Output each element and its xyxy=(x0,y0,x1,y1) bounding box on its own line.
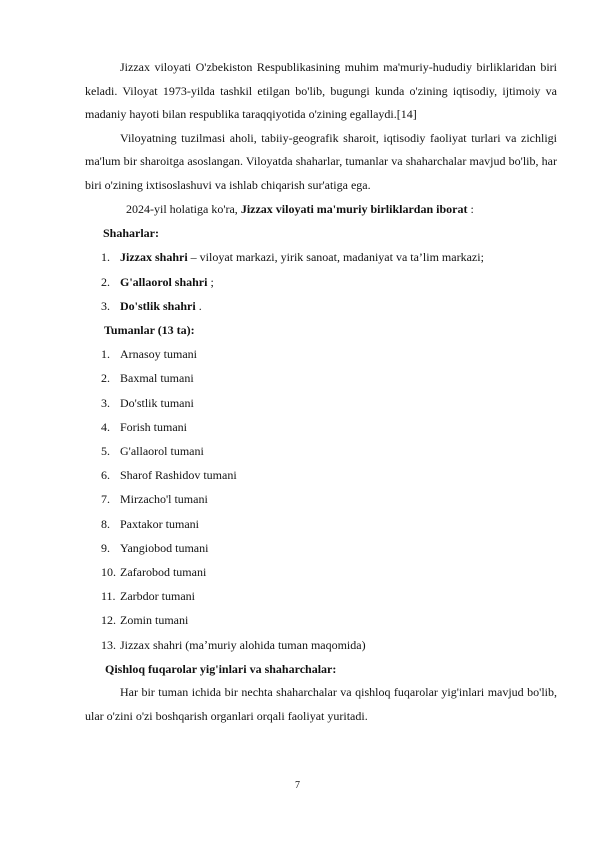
list-item xyxy=(85,415,557,439)
list-item xyxy=(85,342,557,366)
list-number: 11. xyxy=(101,589,116,604)
district-name: Jizzax shahri (maʼmuriy alohida tuman maqomida) xyxy=(120,637,366,652)
list-item xyxy=(85,560,557,584)
district-name: Forish tumani xyxy=(120,419,188,434)
document-page xyxy=(85,56,557,728)
districts-list xyxy=(85,342,557,657)
district-name: G'allaorol tumani xyxy=(120,443,204,458)
list-number: 4. xyxy=(101,419,110,434)
district-name: Mirzacho'l tumani xyxy=(120,492,208,507)
list-item xyxy=(85,270,557,294)
district-name: Do'stlik tumani xyxy=(120,395,194,410)
intro-suffix: : xyxy=(467,201,474,216)
list-item xyxy=(85,439,557,463)
list-item xyxy=(85,536,557,560)
district-name: Zafarobod tumani xyxy=(120,565,207,579)
list-item xyxy=(85,584,557,608)
list-item xyxy=(85,487,557,511)
list-item xyxy=(85,245,557,269)
paragraph-intro: Jizzax viloyati O'zbekiston Respublikasining muhim ma'muriy-hududiy birliklaridan biri keladi. Viloyat 1973-yilda tashkil etilgan bo'lib, bugungi kunda o'zining iqtisodiy, ijtimoiy va madaniy hayoti bilan respublika taraqqiyotida o'zining egallaydi.[14] xyxy=(85,60,557,122)
district-name: Sharof Rashidov tumani xyxy=(120,468,237,483)
intro-bold: Jizzax viloyati ma'muriy birliklardan iborat xyxy=(240,201,468,216)
list-number: 7. xyxy=(101,492,110,507)
city-name: Do'stlik shahri xyxy=(120,298,196,313)
city-note: . xyxy=(195,298,202,313)
paragraph-villages: Har bir tuman ichida bir nechta shaharchalar va qishloq fuqarolar yig'inlari mavjud bo'lib, ular o'zini o'zi boshqarish organlari orqali faoliyat yuritadi. xyxy=(85,685,557,723)
list-number: 6. xyxy=(101,468,110,483)
list-number: 3. xyxy=(101,298,110,313)
city-name: G'allaorol shahri xyxy=(120,274,208,289)
paragraph-units-intro xyxy=(85,198,557,222)
list-number: 2. xyxy=(101,371,110,386)
villages-heading: Qishloq fuqarolar yig'inlari va shaharchalar: xyxy=(105,661,337,676)
list-number: 2. xyxy=(101,274,110,289)
list-number: 9. xyxy=(101,540,110,555)
list-number: 10. xyxy=(101,565,116,579)
district-name: Yangiobod tumani xyxy=(120,540,209,555)
list-number: 3. xyxy=(101,395,110,410)
city-note: – viloyat markazi, yirik sanoat, madaniyat va ta’lim markazi; xyxy=(187,250,484,265)
list-item xyxy=(85,294,557,318)
list-number: 5. xyxy=(101,443,110,458)
list-item xyxy=(85,366,557,390)
district-name: Zomin tumani xyxy=(120,613,189,628)
list-item xyxy=(85,512,557,536)
list-number: 12. xyxy=(101,613,116,628)
page-number: 7 xyxy=(295,780,300,791)
cities-heading: Shaharlar: xyxy=(103,226,160,241)
list-number: 13. xyxy=(101,637,116,652)
district-name: Baxmal tumani xyxy=(120,371,194,386)
district-name: Zarbdor tumani xyxy=(120,589,195,604)
cities-list xyxy=(85,245,557,318)
district-name: Arnasoy tumani xyxy=(120,347,197,362)
list-item xyxy=(85,633,557,657)
list-number: 1. xyxy=(101,347,110,362)
district-name: Paxtakor tumani xyxy=(120,516,199,531)
intro-prefix: 2024-yil holatiga ko'ra, xyxy=(126,201,241,216)
list-number: 8. xyxy=(101,516,110,531)
list-item xyxy=(85,391,557,415)
list-number: 1. xyxy=(101,250,110,265)
list-item xyxy=(85,463,557,487)
city-name: Jizzax shahri xyxy=(120,250,188,265)
list-item xyxy=(85,608,557,632)
city-note: ; xyxy=(207,274,214,289)
districts-heading: Tumanlar (13 ta): xyxy=(104,322,195,337)
paragraph-structure: Viloyatning tuzilmasi aholi, tabiiy-geografik sharoit, iqtisodiy faoliyat turlari va zichligi ma'lum bir sharoitga asoslangan. Viloyatda shaharlar, tumanlar va shaharchalar mavjud bo'lib, har biri o'zining ixtisoslashuvi va ishlab chiqarish sur'atiga ega. xyxy=(85,130,557,192)
